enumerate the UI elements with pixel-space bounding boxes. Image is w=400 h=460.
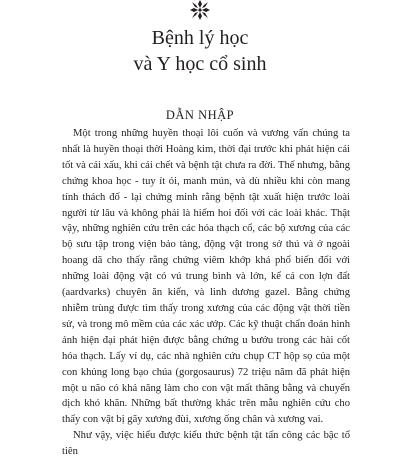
paragraph: Một trong những huyền thoại lôi cuốn và vương vấn chúng ta nhất là huyền thoại thời Hoàng kim, thời đại trước khi phát hiện cái tốt và cái xấu, khi cái chết và bệnh tật chưa ra đời. Thế nhưng, bằng chứng khoa học - tuy ít ỏi, manh mún, và dù nhiều khi còn mang tính thách đố - lại chứng minh rằng bệnh tật xuất hiện trước loài người từ lâu và không phải là hiếm hoi đối với các loài khác. Thật vậy, những nghiên cứu trên các hóa thạch cổ, các bộ xương của các bộ sưu tập trong viện bảo tàng, động vật trong sở thú và ở ngoài hoang dã cho thấy rằng chứng viêm khớp khá phổ biến đối với những loài động vật có vú trung bình và lớn, kể cả con lợn đất (aardvarks) chuyên ăn kiến, và linh dương gazel. Bằng chứng nhiễm trùng được tìm thấy trong xương của các động vật thời tiền sử, và trong mô mềm của các xác ướp. Các kỹ thuật chẩn đoán hình ảnh hiện đại phát hiện được bằng chứng u bướu trong các hài cốt hóa thạch. Lấy ví dụ, các nhà nghiên cứu chụp CT hộp sọ của một con khủng long bạo chúa (gorgosaurus) 72 triệu năm đã phát hiện một u não có khả năng làm cho con vật mất thăng bằng và chuyển dịch khó khăn. Những bất thường khác trên mẫu nghiên cứu cho thấy con vật bị gãy xương đùi, xương ống chân và xương vai. [62,128,350,426]
floral-ornament-icon [187,0,213,20]
paragraph: Như vậy, việc hiểu được kiểu thức bệnh tật tấn công các bậc tổ tiên [62,430,350,458]
chapter-title-line-1: Bệnh lý học [151,27,249,49]
section-heading: DẪN NHẬP [165,108,235,122]
body-text [62,126,350,460]
chapter-title-line-2: và Y học cổ sinh [133,53,267,75]
